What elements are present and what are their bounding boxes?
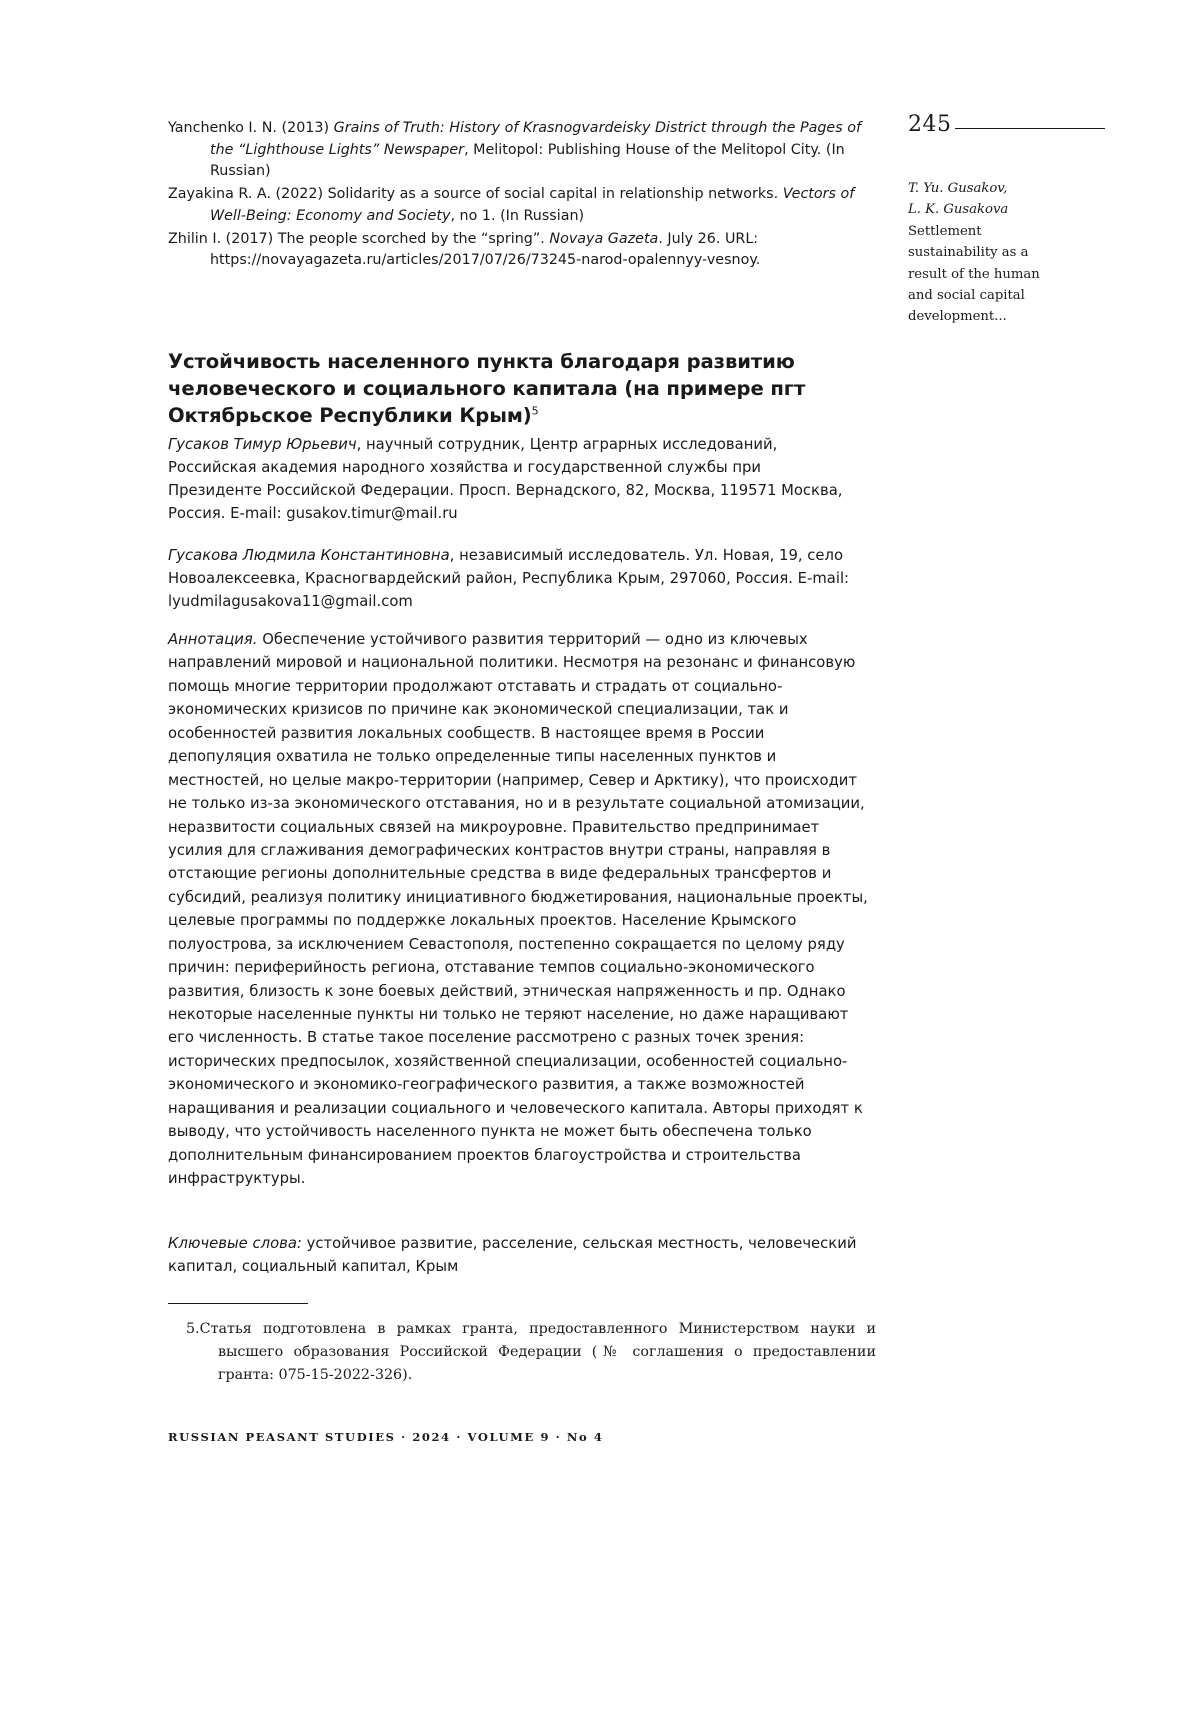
margin-note-title: Settlement sustainability as a result of the human and social capital development... (908, 223, 1040, 325)
margin-running-note (908, 178, 1058, 328)
keywords-label: Ключевые слова: (168, 1235, 302, 1252)
footnote-separator (168, 1303, 308, 1304)
reference-item: Zayakina R. A. (2022) Solidarity as a source of social capital in relationship networks. Vectors of Well-Being: Economy and Society, no 1. (In Russian) (168, 186, 855, 224)
title-footnote-marker: 5 (531, 404, 539, 418)
footnote-text: Статья подготовлена в рамках гранта, предоставленного Министерством науки и высшего образования Российской Федерации (№ соглашения о предоставлении гранта: 075-15-2022-326). (199, 1321, 876, 1384)
page-number-rule (955, 128, 1105, 129)
reference-item: Yanchenko I. N. (2013) Grains of Truth: History of Krasnogvardeisky District through the Pages of the “Lighthouse Lights” Newspaper, Melitopol: Publishing House of the Melitopol City. (In Russian) (168, 120, 861, 180)
footnote (186, 1318, 876, 1387)
margin-note-authors: T. Yu. Gusakov, L. K. Gusakova (908, 181, 1009, 218)
author-affiliation-2: Гусакова Людмила Константиновна, независимый исследователь. Ул. Новая, 19, село Новоалексеевка, Красногвардейский район, Республика Крым, 297060, Россия. E-mail: lyudmilagusakova11@gmail.com (168, 547, 850, 610)
author-affiliation-1: Гусаков Тимур Юрьевич, научный сотрудник, Центр аграрных исследований, Российская академия народного хозяйства и государственной службы при Президенте Российской Федерации. Просп. Вернадского, 82, Москва, 119571 Москва, Россия. E-mail: gusakov.timur@mail.ru (168, 436, 843, 522)
keywords (168, 1232, 868, 1279)
article-title-text: Устойчивость населенного пункта благодаря развитию человеческого и социального капитала (на примере пгт Октябрьское Республики Крым) (168, 350, 806, 427)
article-title (168, 349, 828, 429)
keywords-text: устойчивое развитие, расселение, сельская местность, человеческий капитал, социальный капитал, Крым (168, 1235, 857, 1276)
reference-item: Zhilin I. (2017) The people scorched by the “spring”. Novaya Gazeta. July 26. URL: https://novayagazeta.ru/articles/2017/07/26/73245-narod-opalennyy-vesnoy. (168, 230, 761, 269)
abstract-label: Аннотация. (168, 631, 258, 648)
abstract-text: Обеспечение устойчивого развития территорий — одно из ключевых направлений мировой и национальной политики. Несмотря на резонанс и финансовую помощь многие территории продолжают отставать и страдать от социально-экономических кризисов по причине как экономической специализации, так и особенностей развития локальных сообществ. В настоящее время в России депопуляция охватила не только определенные типы населенных пунктов и местностей, но целые макро-территории (например, Север и Арктику), что происходит не только из-за экономического отставания, но и в результате социальной атомизации, неразвитости социальных связей на микроуровне. Правительство предпринимает усилия для сглаживания демографических контрастов внутри страны, направляя в отстающие регионы дополнительные средства в виде федеральных трансфертов и субсидий, реализуя политику инициативного бюджетирования, национальные проекты, целевые программы по поддержке локальных проектов. Население Крымского полуострова, за исключением Севастополя, постепенно сокращается по целому ряду причин: периферийность региона, отставание темпов социально-экономического развития, близость к зоне боевых действий, этническая напряженность и пр. Однако некоторые населенные пункты ни только не теряют население, но даже наращивают его численность. В статье такое поселение рассмотрено с разных точек зрения: исторических предпосылок, хозяйственной специализации, особенностей социально-экономического и экономико-географического развития, а также возможностей наращивания и реализации социального и человеческого капитала. Авторы приходят к выводу, что устойчивость населенного пункта не может быть обеспечена только дополнительным финансированием проектов благоустройства и строительства инфраструктуры. (168, 631, 868, 1188)
page-number: 245 (908, 112, 952, 137)
abstract (168, 628, 868, 1191)
running-footer: RUSSIAN PEASANT STUDIES · 2024 · VOLUME 9 · No 4 (168, 1430, 604, 1444)
footnote-marker: 5. (186, 1321, 200, 1337)
references-list (168, 118, 886, 273)
